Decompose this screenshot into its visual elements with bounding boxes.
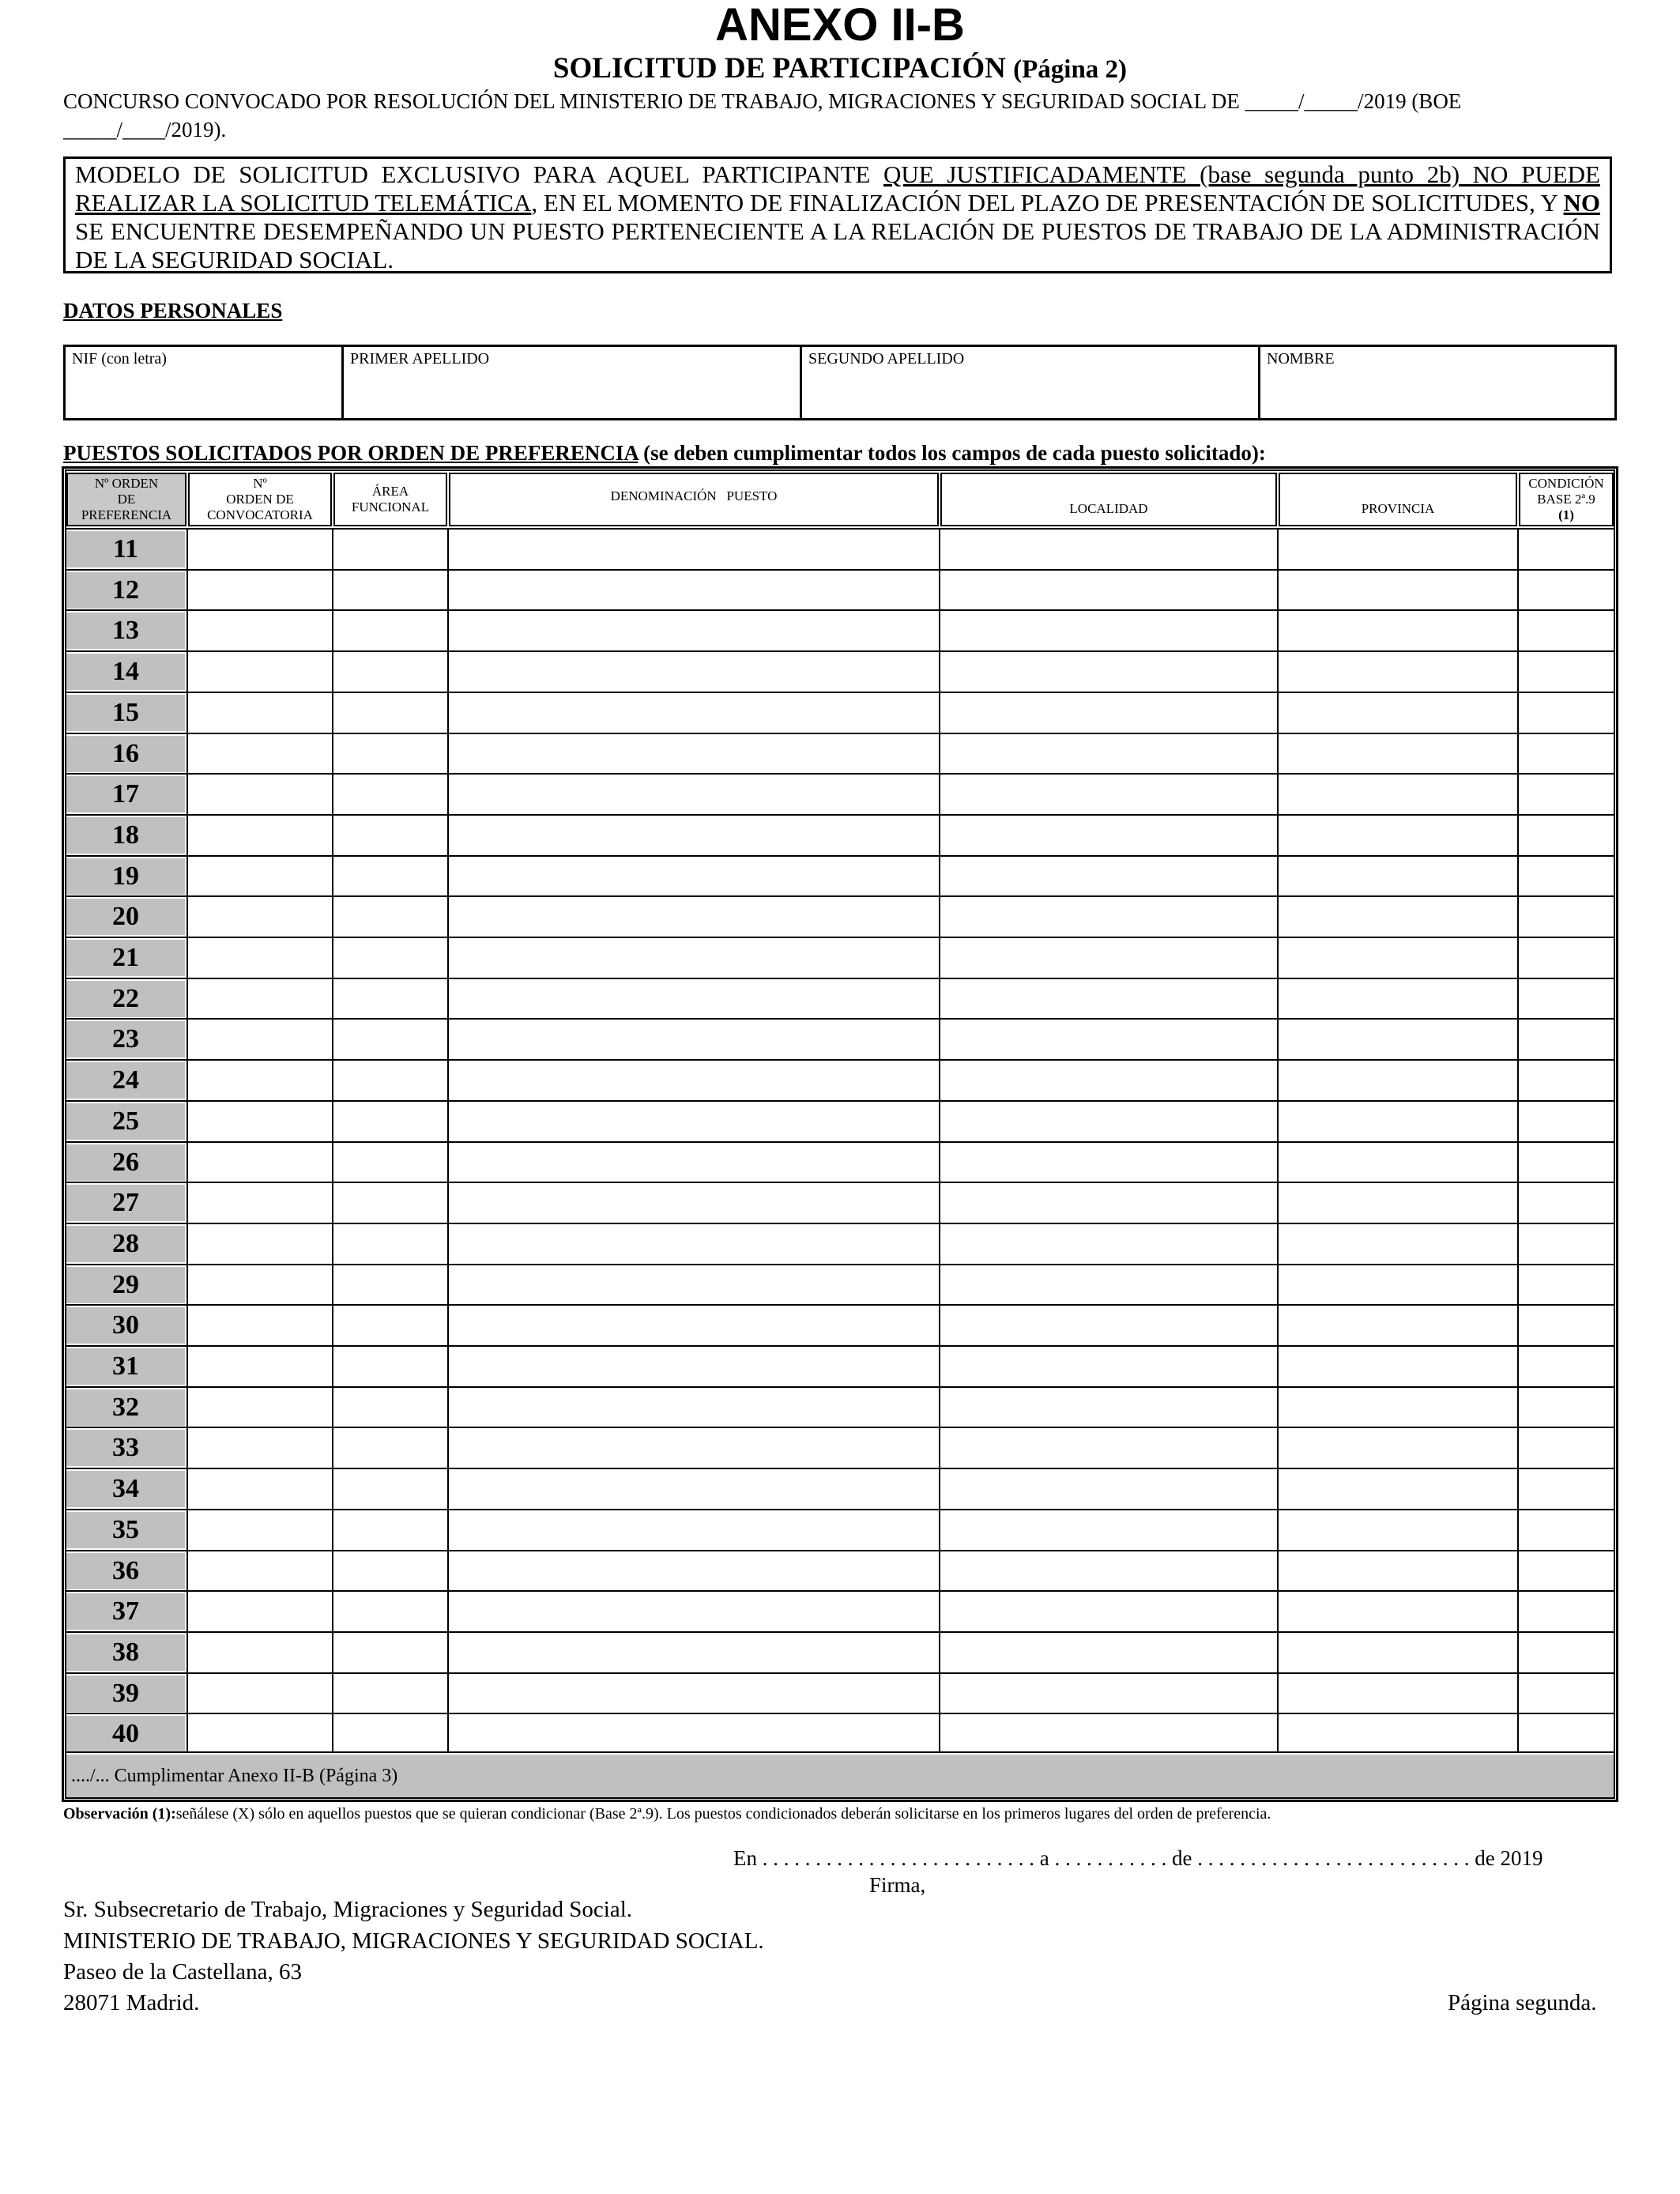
table-row[interactable] (65, 733, 1615, 774)
primer-apellido-field[interactable] (344, 347, 802, 418)
header-cond-2: BASE 2ª.9 (1537, 492, 1595, 507)
observacion (63, 1805, 1271, 1823)
column-divider (447, 528, 449, 1753)
table-row[interactable] (65, 1550, 1615, 1591)
table-row[interactable] (65, 1509, 1615, 1550)
header-cond-3: (1) (1558, 507, 1574, 522)
table-row[interactable] (65, 1590, 1615, 1631)
grid-bottom-line (65, 1751, 1615, 1753)
row-number: 37 (66, 1593, 185, 1630)
row-number: 29 (66, 1267, 185, 1303)
table-row[interactable] (65, 1264, 1615, 1305)
table-row[interactable] (65, 1141, 1615, 1182)
row-number: 20 (66, 899, 185, 935)
row-number: 12 (66, 572, 185, 609)
column-divider (1277, 528, 1279, 1753)
header-conv-3: CONVOCATORIA (207, 507, 313, 522)
row-number: 28 (66, 1226, 185, 1262)
primer-apellido-label: PRIMER APELLIDO (350, 350, 490, 368)
nombre-field[interactable] (1260, 347, 1614, 418)
header-conv-1: Nº (253, 476, 267, 491)
table-row[interactable] (65, 773, 1615, 814)
table-row[interactable] (65, 1059, 1615, 1100)
puestos-title-main: PUESTOS SOLICITADOS POR ORDEN DE PREFERENCIA (63, 441, 638, 465)
row-number: 13 (66, 613, 185, 649)
subtitle-page: (Página 2) (1013, 55, 1128, 84)
header-denominacion (449, 473, 939, 526)
subtitle-text: SOLICITUD DE PARTICIPACIÓN (552, 52, 1006, 85)
destinatario-line-1: Sr. Subsecretario de Trabajo, Migraciones y Seguridad Social. (63, 1897, 633, 1922)
row-number: 18 (66, 817, 185, 854)
table-row[interactable] (65, 692, 1615, 733)
row-number: 21 (66, 940, 185, 976)
destinatario-line-4: 28071 Madrid. (63, 1990, 200, 2015)
table-row[interactable] (65, 1386, 1615, 1427)
modelo-text-underlined: QUE JUSTIFICADAMENTE (base segunda punto 2b) NO PUEDE REALIZAR LA SOLICITUD TELEMÁTICA (75, 160, 1600, 217)
row-number: 24 (66, 1062, 185, 1099)
header-area-1: ÁREA (371, 484, 409, 499)
page-title: ANEXO II-B (715, 0, 965, 51)
destinatario-line-2: MINISTERIO DE TRABAJO, MIGRACIONES Y SEGURIDAD SOCIAL. (63, 1928, 764, 1954)
header-denominacion-label: DENOMINACIÓN PUESTO (610, 488, 778, 503)
column-divider (1517, 528, 1519, 1753)
header-condicion (1519, 473, 1614, 526)
row-number: 32 (66, 1389, 185, 1426)
row-number: 17 (66, 776, 185, 812)
form-subtitle (0, 52, 1680, 86)
header-orden-2: DE (117, 492, 136, 507)
segundo-apellido-field[interactable] (802, 347, 1260, 418)
table-row[interactable] (65, 1018, 1615, 1059)
row-number: 11 (66, 531, 185, 567)
row-number: 39 (66, 1676, 185, 1712)
modelo-text-c: SE ENCUENTRE DESEMPEÑANDO UN PUESTO PERTENECIENTE A LA RELACIÓN DE PUESTOS DE TRABAJO DE LA ADMINISTRACIÓN DE LA SEGURIDAD SOCIAL. (75, 217, 1600, 273)
row-number: 22 (66, 981, 185, 1017)
table-row[interactable] (65, 978, 1615, 1019)
column-divider (939, 528, 940, 1753)
segundo-apellido-label: SEGUNDO APELLIDO (808, 350, 965, 368)
table-row[interactable] (65, 1713, 1615, 1754)
header-provincia-label: PROVINCIA (1361, 501, 1435, 516)
modelo-text-a: MODELO DE SOLICITUD EXCLUSIVO PARA AQUEL PARTICIPANTE (75, 160, 883, 188)
table-row[interactable] (65, 528, 1615, 569)
convocatoria-line-1: CONCURSO CONVOCADO POR RESOLUCIÓN DEL MINISTERIO DE TRABAJO, MIGRACIONES Y SEGURIDAD SOCIAL DE _____/_____/2019 (BOE (63, 89, 1462, 113)
table-row[interactable] (65, 895, 1615, 937)
row-number: 30 (66, 1307, 185, 1344)
convocatoria-line-2: _____/____/2019). (63, 118, 227, 141)
firma-label: Firma, (869, 1873, 926, 1897)
destinatario-line-3: Paseo de la Castellana, 63 (63, 1959, 302, 1985)
table-row[interactable] (65, 855, 1615, 896)
table-row[interactable] (65, 937, 1615, 978)
modelo-notice-box (63, 156, 1612, 273)
nif-field[interactable] (66, 347, 344, 418)
table-row[interactable] (65, 569, 1615, 610)
header-cond-1: CONDICIÓN (1528, 476, 1604, 491)
table-row[interactable] (65, 814, 1615, 855)
row-number: 27 (66, 1185, 185, 1221)
header-orden-convocatoria (188, 473, 332, 526)
table-row[interactable] (65, 1345, 1615, 1386)
row-number: 19 (66, 858, 185, 895)
row-number: 36 (66, 1553, 185, 1589)
header-localidad-label: LOCALIDAD (1069, 501, 1148, 516)
table-row[interactable] (65, 1223, 1615, 1264)
nombre-label: NOMBRE (1267, 350, 1335, 368)
column-divider (186, 528, 188, 1753)
row-number: 31 (66, 1348, 185, 1385)
modelo-text-no: NO (1563, 189, 1600, 217)
row-number: 38 (66, 1634, 185, 1671)
datos-personales-table (63, 345, 1617, 420)
row-number: 16 (66, 736, 185, 772)
table-row[interactable] (65, 650, 1615, 692)
header-orden-3: PREFERENCIA (81, 507, 172, 522)
table-row[interactable] (65, 1631, 1615, 1672)
header-area-funcional (333, 473, 447, 526)
row-number: 40 (66, 1716, 185, 1752)
convocatoria-text (63, 87, 1617, 144)
header-provincia (1279, 473, 1517, 526)
table-row[interactable] (65, 1100, 1615, 1141)
column-divider (332, 528, 333, 1753)
row-number: 33 (66, 1430, 185, 1466)
header-localidad (940, 473, 1277, 526)
datos-personales-title: DATOS PERSONALES (63, 299, 283, 322)
puestos-title-note: (se deben cumplimentar todos los campos de cada puesto solicitado): (638, 441, 1266, 465)
table-row[interactable] (65, 1304, 1615, 1345)
page-number-text: Página segunda. (1448, 1990, 1597, 2015)
row-number: 23 (66, 1021, 185, 1057)
observacion-text: señálese (X) sólo en aquellos puestos que se quieran condicionar (Base 2ª.9). Los puestos condicionados deberán solicitarse en los primeros lugares del orden de preferencia. (175, 1805, 1271, 1823)
row-number: 35 (66, 1512, 185, 1548)
row-number: 14 (66, 654, 185, 690)
row-number: 15 (66, 695, 185, 731)
table-row[interactable] (65, 1182, 1615, 1223)
continuation-note: ..../... Cumplimentar Anexo II-B (Página 3) (66, 1755, 1614, 1797)
header-orden-preferencia (66, 473, 186, 526)
row-number: 26 (66, 1144, 185, 1181)
row-number: 34 (66, 1471, 185, 1507)
nif-label: NIF (con letra) (72, 350, 167, 368)
header-area-2: FUNCIONAL (351, 499, 430, 515)
table-row[interactable] (65, 1468, 1615, 1509)
modelo-text-b: , EN EL MOMENTO DE FINALIZACIÓN DEL PLAZO DE PRESENTACIÓN DE SOLICITUDES, Y (531, 189, 1564, 217)
header-conv-2: ORDEN DE (226, 492, 294, 507)
table-row[interactable] (65, 609, 1615, 650)
row-number: 25 (66, 1103, 185, 1140)
table-row[interactable] (65, 1427, 1615, 1468)
header-orden-1: Nº ORDEN (94, 476, 159, 491)
puestos-title (63, 441, 1266, 466)
fecha-line[interactable]: En . . . . . . . . . . . . . . . . . . . . . . . . . . a . . . . . . . . . . . de . . . . . . . . . . . . . . . . . . . . . . . . . . de 2019 (733, 1846, 1543, 1870)
table-row[interactable] (65, 1672, 1615, 1713)
observacion-label: Observación (1): (63, 1805, 176, 1823)
